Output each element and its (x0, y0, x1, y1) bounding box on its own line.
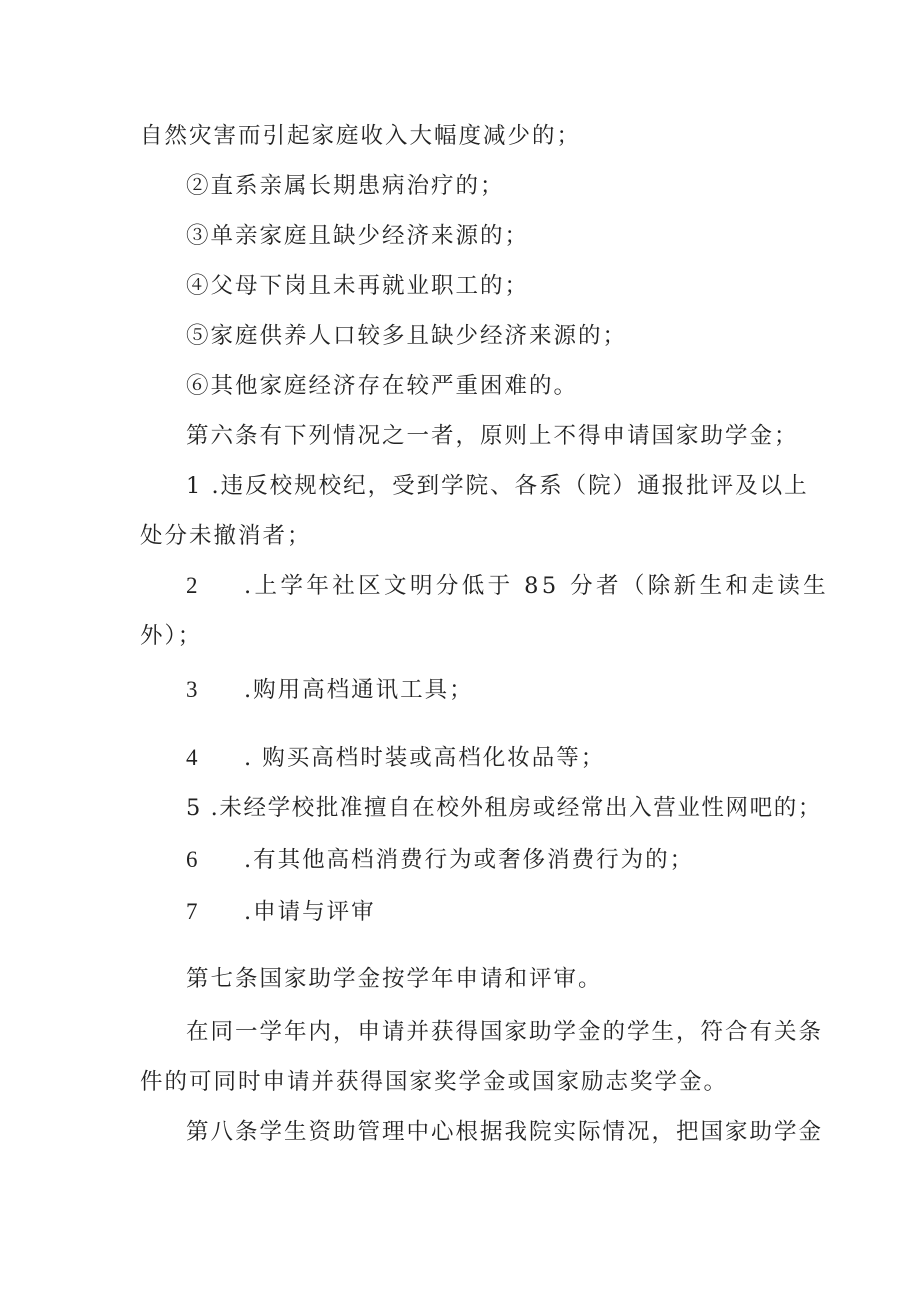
paragraph-line: 件的可同时申请并获得国家奖学金或国家励志奖学金。 (140, 1069, 729, 1095)
rule-number-7: 7 (186, 899, 198, 924)
list-item-2: ②直系亲属长期患病治疗的； (186, 173, 505, 199)
section-heading: .申请与评审 (244, 899, 376, 925)
paragraph-line: 在同一学年内，申请并获得国家助学金的学生，符合有关条 (186, 1019, 824, 1045)
list-item-4: ④父母下岗且未再就业职工的； (186, 273, 530, 299)
rule-item-1: 1 .违反校规校纪，受到学院、各系（院）通报批评及以上 (186, 473, 809, 499)
rule-item-6: .有其他高档消费行为或奢侈消费行为的； (244, 847, 695, 873)
list-item-5: ⑤家庭供养人口较多且缺少经济来源的； (186, 323, 628, 349)
list-item-3: ③单亲家庭且缺少经济来源的； (186, 223, 530, 249)
article-6-heading: 第六条有下列情况之一者，原则上不得申请国家助学金； (186, 423, 799, 449)
rule-item-5: 5 .未经学校批准擅自在校外租房或经常出入营业性网吧的； (186, 795, 822, 821)
rule-number-2: 2 (186, 573, 198, 598)
rule-number-4: 4 (186, 745, 198, 770)
rule-item-4: . 购买高档时装或高档化妆品等； (244, 745, 606, 771)
text-line: 处分未撤消者； (140, 523, 312, 549)
article-8-heading: 第八条学生资助管理中心根据我院实际情况，把国家助学金 (186, 1119, 824, 1145)
rule-number-6: 6 (186, 847, 198, 872)
text-line: 外）； (140, 623, 203, 649)
text-line: 自然灾害而引起家庭收入大幅度减少的； (140, 123, 582, 149)
list-item-6: ⑥其他家庭经济存在较严重困难的。 (186, 373, 579, 399)
rule-item-3: .购用高档通讯工具； (244, 677, 474, 703)
rule-item-2: .上学年社区文明分低于 85 分者（除新生和走读生 (244, 573, 830, 599)
rule-number-3: 3 (186, 677, 198, 702)
article-7-heading: 第七条国家助学金按学年申请和评审。 (186, 966, 603, 992)
